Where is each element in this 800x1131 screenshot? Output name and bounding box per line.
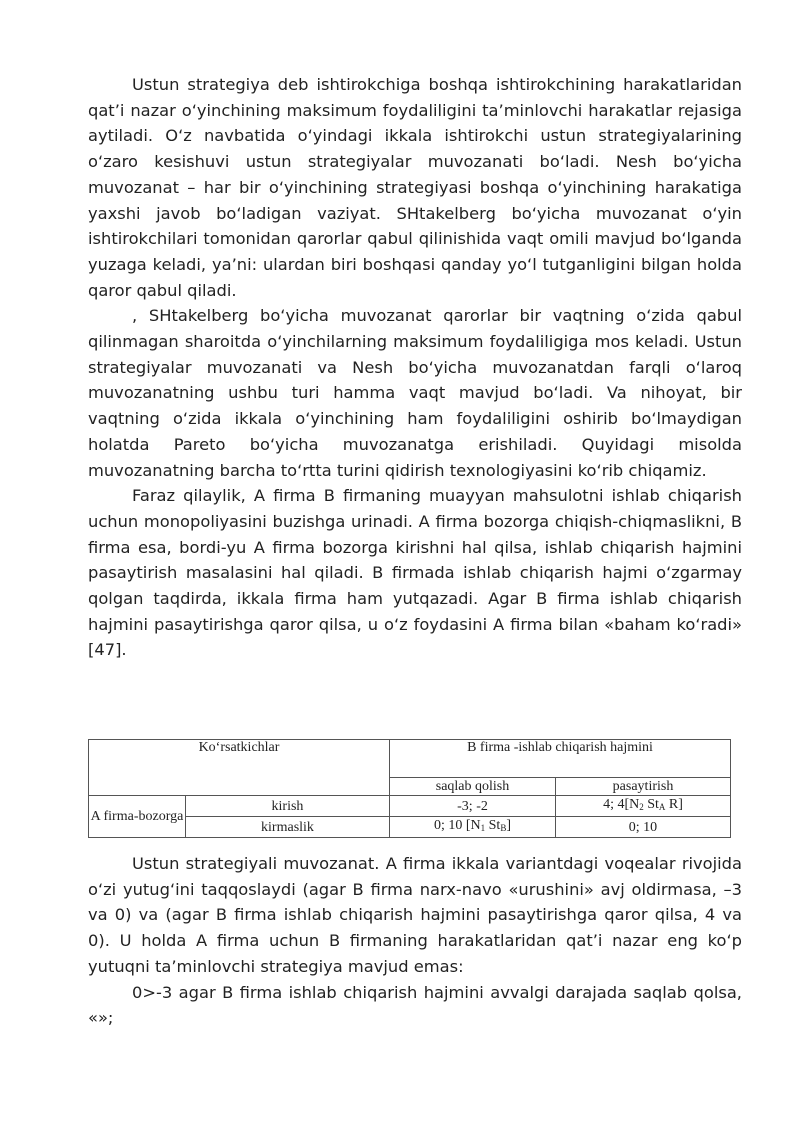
subscript: B [500,823,507,833]
subscript: 2 [639,802,644,812]
paragraph: Faraz qilaylik, A firma B firmaning muayyan mahsulotni ishlab chiqarish uchun monopoliyasini buzishga urinadi. A firma bozorga chiqish-chiqmaslikni, B firma esa, bordi-yu A firma bozorga kirishni hal qilsa, ishlab chiqarish hajmini pasaytirish masalasini hal qiladi. B firmada ishlab chiqarish hajmi o‘zgarmay qolgan taqdirda, ikkala firma ham yutqazadi. Agar B firma ishlab chiqarish hajmini pasaytirishga qaror qilsa, u o‘z foydasini A firma bilan «baham ko‘radi» [47]. [88,486,742,660]
paragraph: 0>-3 agar B firma ishlab chiqarish hajmini avvalgi darajada saqlab qolsa, «»; [88,982,742,1028]
body-text-top [88,72,742,663]
table-header-indicators: Ko‘rsatkichlar [89,740,390,796]
paragraph: Ustun strategiyali muvozanat. A firma ikkala variantdagi voqealar rivojida o‘zi yutug‘ini taqqoslaydi (agar B firma narx-navo «urushini» avj oldirmasa, –3 va 0) va (agar B firma ishlab chiqarish hajmini pasaytirishga qaror qilsa, 4 va 0). U holda A firma uchun B firmaning harakatlaridan qat’i nazar eng ko‘p yutuqni ta’minlovchi strategiya mavjud emas: [88,854,742,976]
cell-text: St [643,797,659,812]
paragraph: , SHtakelberg bo‘yicha muvozanat qarorlar bir vaqtning o‘zida qabul qilinmagan sharoitda o‘yinchilarning maksimum foydaliligiga mos keladi. Ustun strategiyalar muvozanati va Nesh bo‘yicha muvozanatdan farqli o‘laroq muvozanatning ushbu turi hamma vaqt mavjud bo‘ladi. Va nihoyat, bir vaqtning o‘zida ikkala o‘yinchining ham foydaliligini oshirib bo‘lmaydigan holatda Pareto bo‘yicha muvozanatga erishiladi. Quyidagi misolda muvozanatning barcha to‘rtta turini qidirish texnologiyasini ko‘rib chiqamiz. [88,306,742,480]
payoff-table [88,739,731,838]
cell-text: St [485,818,501,833]
subscript: 1 [480,823,486,833]
table-header-b-firm: B firma -ishlab chiqarish hajmini [390,740,731,778]
subscript: A [658,802,666,812]
table-cell [556,796,731,817]
cell-text: R] [665,797,683,812]
body-text-bottom [88,851,742,1031]
table-subheader-reduce: pasaytirish [556,778,731,796]
table-row-group-a-firm: A firma-bozorga [89,796,186,838]
table-cell: -3; -2 [390,796,556,817]
cell-text: ] [506,818,512,833]
table-cell: 0; 10 [556,817,731,838]
table-cell [390,817,556,838]
table-row-label-enter: kirish [186,796,390,817]
cell-text: 0; 10 [N [433,818,481,833]
cell-text: 4; 4[N [603,797,640,812]
table-row-label-not-enter: kirmaslik [186,817,390,838]
paragraph: Ustun strategiya deb ishtirokchiga boshqa ishtirokchining harakatlaridan qat’i nazar o‘yinchining maksimum foydaliligini ta’minlovchi harakatlar rejasiga aytiladi. O‘z navbatida o‘yindagi ikkala ishtirokchi ustun strategiyalarining o‘zaro kesishuvi ustun strategiyalar muvozanati bo‘ladi. Nesh bo‘yicha muvozanat – har bir o‘yinchining strategiyasi boshqa o‘yinchining harakatiga yaxshi javob bo‘ladigan vaziyat. SHtakelberg bo‘yicha muvozanat o‘yin ishtirokchilari tomonidan qarorlar qabul qilinishida vaqt omili mavjud bo‘lganda yuzaga keladi, ya’ni: ulardan biri boshqasi qanday yo‘l tutganligini bilgan holda qaror qabul qiladi. [88,75,742,300]
table-subheader-keep: saqlab qolish [390,778,556,796]
